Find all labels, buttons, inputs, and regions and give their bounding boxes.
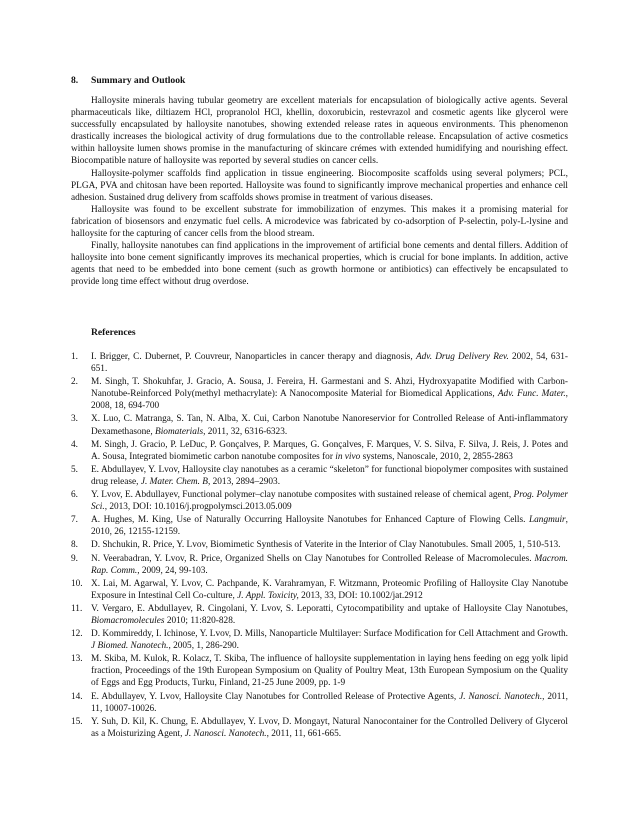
reference-text: X. Lai, M. Agarwal, Y. Lvov, C. Pachpande, K. Varahramyan, F. Witzmann, Proteomic Profiling of Halloysite Clay Nanotube Exposure in Intestinal Cell Co-culture, [91, 578, 568, 601]
section-title: Summary and Outlook [91, 75, 186, 86]
reference-item [71, 653, 568, 689]
reference-details: , 2013, DOI: 10.1016/j.progpolymsci.2013.05.009 [104, 502, 292, 513]
reference-number: 3. [71, 414, 78, 425]
reference-text: X. Luo, C. Matranga, S. Tan, N. Alba, X. Cui, Carbon Nanotube Nanoreservior for Controlled Release of Anti-inflammatory Dexamethasone, [91, 414, 568, 437]
summary-paragraph: Halloysite minerals having tubular geometry are excellent materials for encapsulation of biologically active agents. Several pharmaceuticals like, diltiazem HCl, propranolol HCl, khellin, doxorubicin, restevrazol and cosmetic agents like glycerol were successfully encapsulated by halloysite nanotubes, showing extended release rates in aqueous environments. This phenomenon drastically increases the biological activity of drug formulations due to the controllable release. Encapsulation of active cosmetics within halloysite lumen shows promise in the manufacturing of skincare crémes with extended humidifying and nourishing effect. Biocompatible nature of halloysite was reported by several studies on cancer cells. [71, 96, 568, 167]
reference-item [71, 376, 568, 412]
reference-details: 2010; 11:820-828. [164, 615, 236, 626]
reference-item [71, 553, 568, 577]
reference-details: systems, Nanoscale, 2010, 2, 2855-2863 [360, 451, 513, 462]
reference-text: N. Veerabadran, Y. Lvov, R. Price, Organized Shells on Clay Nanotubes for Controlled Release of Macromolecules. [91, 553, 535, 564]
summary-paragraph: Halloysite-polymer scaffolds find application in tissue engineering. Biocomposite scaffolds using several polymers; PCL, PLGA, PVA and chitosan have been reported. Halloysite was found to significantly improve mechanical properties and enhance cell adhesion. Sustained drug delivery from scaffolds shows promise in treatment of various diseases. [71, 168, 568, 203]
reference-journal: Adv. Drug Delivery Rev. [415, 352, 509, 362]
reference-journal: Adv. Func. Mater. [497, 389, 566, 400]
reference-details: , 2005, 1, 286-290. [168, 641, 239, 652]
summary-body [71, 95, 568, 289]
reference-details: 2011, 11, 10007-10026. [91, 691, 568, 714]
reference-item [71, 628, 568, 652]
reference-number: 4. [71, 439, 78, 450]
reference-number: 15. [71, 716, 83, 727]
reference-number: 5. [71, 464, 78, 475]
summary-paragraph: Finally, halloysite nanotubes can find applications in the improvement of artificial bone cements and dental fillers. Addition of halloysite into bone cement significantly improves its mechanical properties, which is crucial for bone implants. In addition, active agents that need to be embedded into bone cement (such as growth hormone or antibiotics) can effectively be encapsulated to provide long time effect without drug overdose. [71, 241, 568, 288]
summary-paragraph: Halloysite was found to be excellent substrate for immobilization of enzymes. This makes it a promising material for fabrication of biosensors and enzymatic fuel cells. A microdevice was fabricated by co-adsorption of P-selectin, poly-L-lysine and halloysite for the capturing of cancer cells from the blood stream. [71, 204, 568, 240]
reference-text: A. Hughes, M. King, Use of Naturally Occurring Halloysite Nanotubes for Enhanced Capture of Flowing Cells. [91, 515, 529, 526]
reference-details: , 2009, 24, 99-103. [137, 565, 208, 576]
reference-journal: Biomacromolecules [91, 615, 165, 626]
reference-item [71, 578, 568, 602]
section-heading [71, 75, 185, 87]
reference-number: 13. [71, 654, 83, 665]
reference-details: , 2010, 26, 12155-12159. [91, 515, 568, 538]
reference-journal: Langmuir [528, 515, 566, 526]
reference-item [71, 351, 568, 375]
reference-details: , 2011, 11, 661-665. [266, 728, 342, 739]
reference-number: 14. [71, 691, 83, 702]
reference-number: 10. [71, 578, 83, 589]
reference-number: 12. [71, 629, 83, 640]
reference-text: I. Brigger, C. Dubernet, P. Couvreur, Nanoparticles in cancer therapy and diagnosis, [91, 352, 416, 362]
references-heading: References [91, 327, 136, 338]
reference-text: E. Abdullayev, Y. Lvov, Halloysite clay nanotubes as a ceramic “skeleton” for functional biopolymer composites with sustained drug release, [91, 464, 568, 487]
reference-number: 7. [71, 515, 78, 526]
reference-item [71, 413, 568, 437]
reference-item [71, 489, 568, 513]
reference-journal: in vivo [335, 451, 361, 462]
section-number: 8. [71, 75, 79, 86]
reference-text: Y. Lvov, E. Abdullayev, Functional polymer–clay nanotube composites with sustained release of chemical agent, [91, 490, 514, 501]
reference-item [71, 603, 568, 627]
reference-details: 2011, 32, 6316-6323. [205, 426, 288, 437]
reference-details: , 2008, 18, 694-700 [91, 389, 568, 412]
reference-journal: J. Mater. Chem. B [140, 476, 208, 487]
reference-journal: J. Nanosci. Nanotech., [459, 691, 545, 702]
reference-details: , 2013, 2894–2903. [207, 476, 281, 487]
reference-text: M. Singh, T. Shokuhfar, J. Gracio, A. Sousa, J. Fereira, H. Garmestani and S. Ahzi, Hydroxyapatite Modified with Carbon-Nanotube-Reinforced Poly(methyl methacrylate): A Nanocomposite Material for Biomedical Applications, [91, 377, 568, 400]
reference-number: 8. [71, 540, 78, 551]
reference-number: 1. [71, 352, 78, 362]
reference-text: D. Shchukin, R. Price, Y. Lvov, Biomimetic Synthesis of Vaterite in the Interior of Clay Nanotubules. Small 2005, 1, 510-513. [91, 540, 561, 551]
reference-journal: J. Nanosci. Nanotech. [184, 728, 267, 739]
reference-item [71, 716, 568, 740]
reference-text: E. Abdullayev, Y. Lvov, Halloysite Clay Nanotubes for Controlled Release of Protective Agents, [91, 691, 460, 702]
reference-list [71, 351, 568, 741]
reference-item [71, 439, 568, 463]
reference-text: M. Skiba, M. Kulok, R. Kolacz, T. Skiba, The influence of halloysite supplementation in laying hens feeding on egg yolk lipid fraction, Proceedings of the 19th European Symposium on Quality of Poultry Meat, 13th European Symposium on the Quality of Eggs and Egg Products, Turku, Finland, 21-25 June 2009, pp. 1-9 [91, 654, 568, 689]
reference-number: 11. [71, 603, 83, 614]
reference-journal: J Biomed. Nanotech. [91, 641, 169, 652]
reference-text: M. Singh, J. Gracio, P. LeDuc, P. Gonçalves, P. Marques, G. Gonçalves, F. Marques, V. S. Silva, F. Silva, J. Reis, J. Potes and A. Sousa, Integrated biomimetic carbon nanotube composites for [91, 439, 568, 462]
reference-number: 9. [71, 553, 78, 564]
reference-text: V. Vergaro, E. Abdullayev, R. Cingolani, Y. Lvov, S. Leporatti, Cytocompatibility and uptake of Halloysite Clay Nanotubes, [91, 603, 568, 614]
reference-text: D. Kommireddy, I. Ichinose, Y. Lvov, D. Mills, Nanoparticle Multilayer: Surface Modification for Cell Attachment and Growth. [91, 629, 568, 640]
reference-item [71, 539, 568, 551]
reference-item [71, 464, 568, 488]
reference-number: 6. [71, 490, 78, 501]
reference-number: 2. [71, 377, 78, 388]
reference-item [71, 691, 568, 715]
reference-item [71, 514, 568, 538]
reference-details: 2002, 54, 631-651. [91, 352, 568, 375]
reference-journal: Macrom. Rap. Comm. [91, 553, 568, 576]
reference-journal: J. Appl. Toxicity, [237, 590, 299, 601]
reference-journal: Prog. Polymer Sci. [91, 490, 568, 513]
reference-details: 2013, 33, DOI: 10.1002/jat.2912 [298, 590, 423, 601]
reference-journal: Biomaterials, [155, 426, 206, 437]
reference-text: Y. Suh, D. Kil, K. Chung, E. Abdullayev, Y. Lvov, D. Mongayt, Natural Nanocontainer for the Controlled Delivery of Glycerol as a Moisturizing Agent, [91, 716, 568, 739]
